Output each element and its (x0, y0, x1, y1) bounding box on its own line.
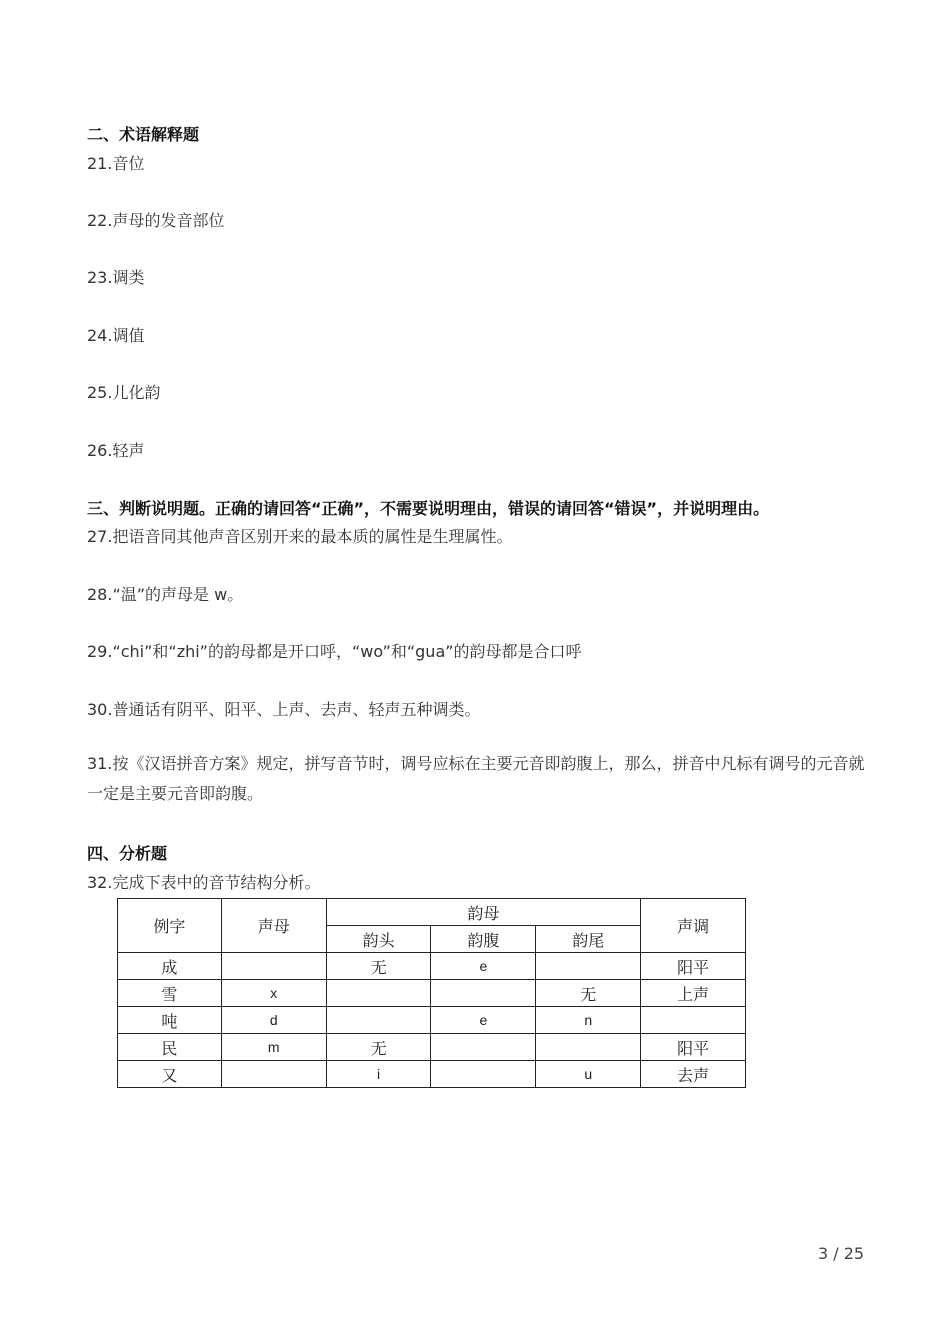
cell-tone: 阳平 (641, 953, 746, 980)
page-number: 3 / 25 (818, 1244, 865, 1263)
cell-medial (326, 980, 431, 1007)
question-28: 28.“温”的声母是 w。 (87, 585, 244, 604)
header-initial: 声母 (221, 899, 326, 953)
question-21: 21.音位 (87, 154, 145, 173)
question-27: 27.把语音同其他声音区别开来的最本质的属性是生理属性。 (87, 527, 513, 546)
cell-example: 又 (118, 1061, 222, 1088)
cell-tone: 阳平 (641, 1034, 746, 1061)
table-row (118, 1007, 746, 1034)
table-row (118, 1034, 746, 1061)
cell-initial: d (221, 1007, 326, 1034)
header-coda: 韵尾 (536, 926, 641, 953)
cell-example: 雪 (118, 980, 222, 1007)
cell-nucleus (431, 1061, 536, 1088)
cell-tone: 去声 (641, 1061, 746, 1088)
section-title-terms: 二、术语解释题 (87, 125, 200, 144)
cell-medial: i (326, 1061, 431, 1088)
question-30: 30.普通话有阴平、阳平、上声、去声、轻声五种调类。 (87, 700, 481, 719)
section-title-judgment: 三、判断说明题。正确的请回答“正确”，不需要说明理由，错误的请回答“错误”，并说明理由。 (87, 499, 770, 518)
question-32: 32.完成下表中的音节结构分析。 (87, 873, 321, 892)
header-example-char: 例字 (118, 899, 222, 953)
cell-tone (641, 1007, 746, 1034)
table-row (118, 980, 746, 1007)
question-23: 23.调类 (87, 268, 145, 287)
cell-initial: x (221, 980, 326, 1007)
cell-example: 民 (118, 1034, 222, 1061)
cell-coda: n (536, 1007, 641, 1034)
cell-example: 吨 (118, 1007, 222, 1034)
cell-tone: 上声 (641, 980, 746, 1007)
cell-nucleus (431, 1034, 536, 1061)
header-nucleus: 韵腹 (431, 926, 536, 953)
cell-coda: u (536, 1061, 641, 1088)
cell-coda (536, 1034, 641, 1061)
cell-example: 成 (118, 953, 222, 980)
cell-coda (536, 953, 641, 980)
syllable-analysis-table (117, 898, 746, 1088)
question-22: 22.声母的发音部位 (87, 211, 225, 230)
cell-medial: 无 (326, 953, 431, 980)
question-31: 31.按《汉语拼音方案》规定，拼写音节时，调号应标在主要元音即韵腹上，那么，拼音中凡标有调号的元音就一定是主要元音即韵腹。 (87, 754, 865, 803)
cell-initial: m (221, 1034, 326, 1061)
header-tone: 声调 (641, 899, 746, 953)
header-final: 韵母 (326, 899, 640, 926)
cell-coda: 无 (536, 980, 641, 1007)
cell-nucleus: e (431, 1007, 536, 1034)
question-29: 29.“chi”和“zhi”的韵母都是开口呼，“wo”和“gua”的韵母都是合口呼 (87, 642, 582, 661)
cell-medial (326, 1007, 431, 1034)
cell-medial: 无 (326, 1034, 431, 1061)
question-26: 26.轻声 (87, 441, 145, 460)
table-row (118, 1061, 746, 1088)
table-row (118, 953, 746, 980)
cell-nucleus (431, 980, 536, 1007)
cell-nucleus: e (431, 953, 536, 980)
header-medial: 韵头 (326, 926, 431, 953)
cell-initial (221, 1061, 326, 1088)
question-25: 25.儿化韵 (87, 383, 161, 402)
section-title-analysis: 四、分析题 (87, 844, 168, 863)
question-24: 24.调值 (87, 326, 145, 345)
cell-initial (221, 953, 326, 980)
